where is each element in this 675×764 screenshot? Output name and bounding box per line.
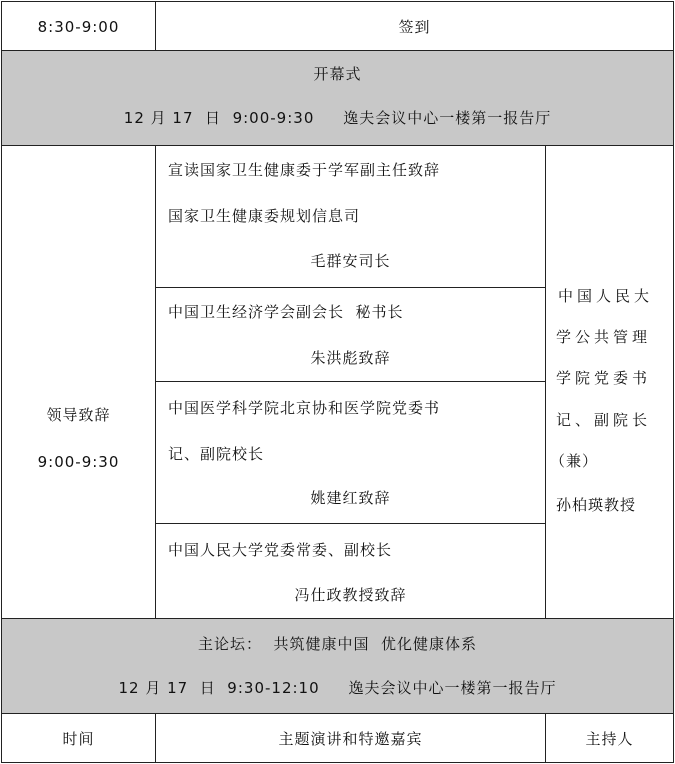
signin-time: 8:30-9:00 xyxy=(37,18,120,36)
forum-detail: 12 月 17 日 9:30-12:10 逸夫会议中心一楼第一报告厅 xyxy=(118,679,557,697)
header-topic-cell xyxy=(155,713,546,763)
speech-speaker: 朱洪彪致辞 xyxy=(310,349,391,367)
speeches-label: 领导致辞 xyxy=(46,406,111,424)
signin-time-cell xyxy=(1,1,156,51)
speech-line: 中国人民大学党委常委、副校长 xyxy=(168,541,393,559)
speech-item xyxy=(155,381,546,524)
header-time-cell xyxy=(1,713,156,763)
signin-title-cell xyxy=(155,1,674,51)
header-host: 主持人 xyxy=(585,730,634,748)
opening-detail: 12 月 17 日 9:00-9:30 逸夫会议中心一楼第一报告厅 xyxy=(123,109,552,127)
speech-item xyxy=(155,523,546,619)
host-line: 学公共管理 xyxy=(556,328,652,346)
host-line: 孙柏瑛教授 xyxy=(556,496,637,514)
forum-title: 主论坛： 共筑健康中国 优化健康体系 xyxy=(197,635,478,653)
opening-title: 开幕式 xyxy=(313,65,362,83)
speech-line: 中国医学科学院北京协和医学院党委书 xyxy=(168,399,441,417)
speech-line: 中国卫生经济学会副会长 秘书长 xyxy=(168,303,404,321)
speech-speaker: 冯仕政教授致辞 xyxy=(294,586,407,604)
signin-title: 签到 xyxy=(398,18,431,36)
header-time: 时间 xyxy=(62,730,95,748)
speeches-time: 9:00-9:30 xyxy=(37,453,120,471)
header-topic: 主题演讲和特邀嘉宾 xyxy=(278,730,423,748)
speech-line: 国家卫生健康委规划信息司 xyxy=(168,207,361,225)
host-line: 中国人民大 xyxy=(558,287,654,305)
speech-speaker: 毛群安司长 xyxy=(310,252,391,270)
speech-line: 宣读国家卫生健康委于学军副主任致辞 xyxy=(168,161,441,179)
forum-cell xyxy=(1,618,674,714)
host-line: 学院党委书 xyxy=(556,369,652,387)
speeches-host-cell xyxy=(545,145,674,619)
speech-speaker: 姚建红致辞 xyxy=(310,489,391,507)
speech-item xyxy=(155,145,546,288)
header-host-cell xyxy=(545,713,674,763)
host-line: （兼） xyxy=(550,452,599,470)
opening-cell xyxy=(1,50,674,146)
speeches-label-cell xyxy=(1,145,156,619)
speech-line: 记、副院校长 xyxy=(168,445,265,463)
host-line: 记、副院长 xyxy=(556,411,652,429)
speech-item xyxy=(155,287,546,382)
